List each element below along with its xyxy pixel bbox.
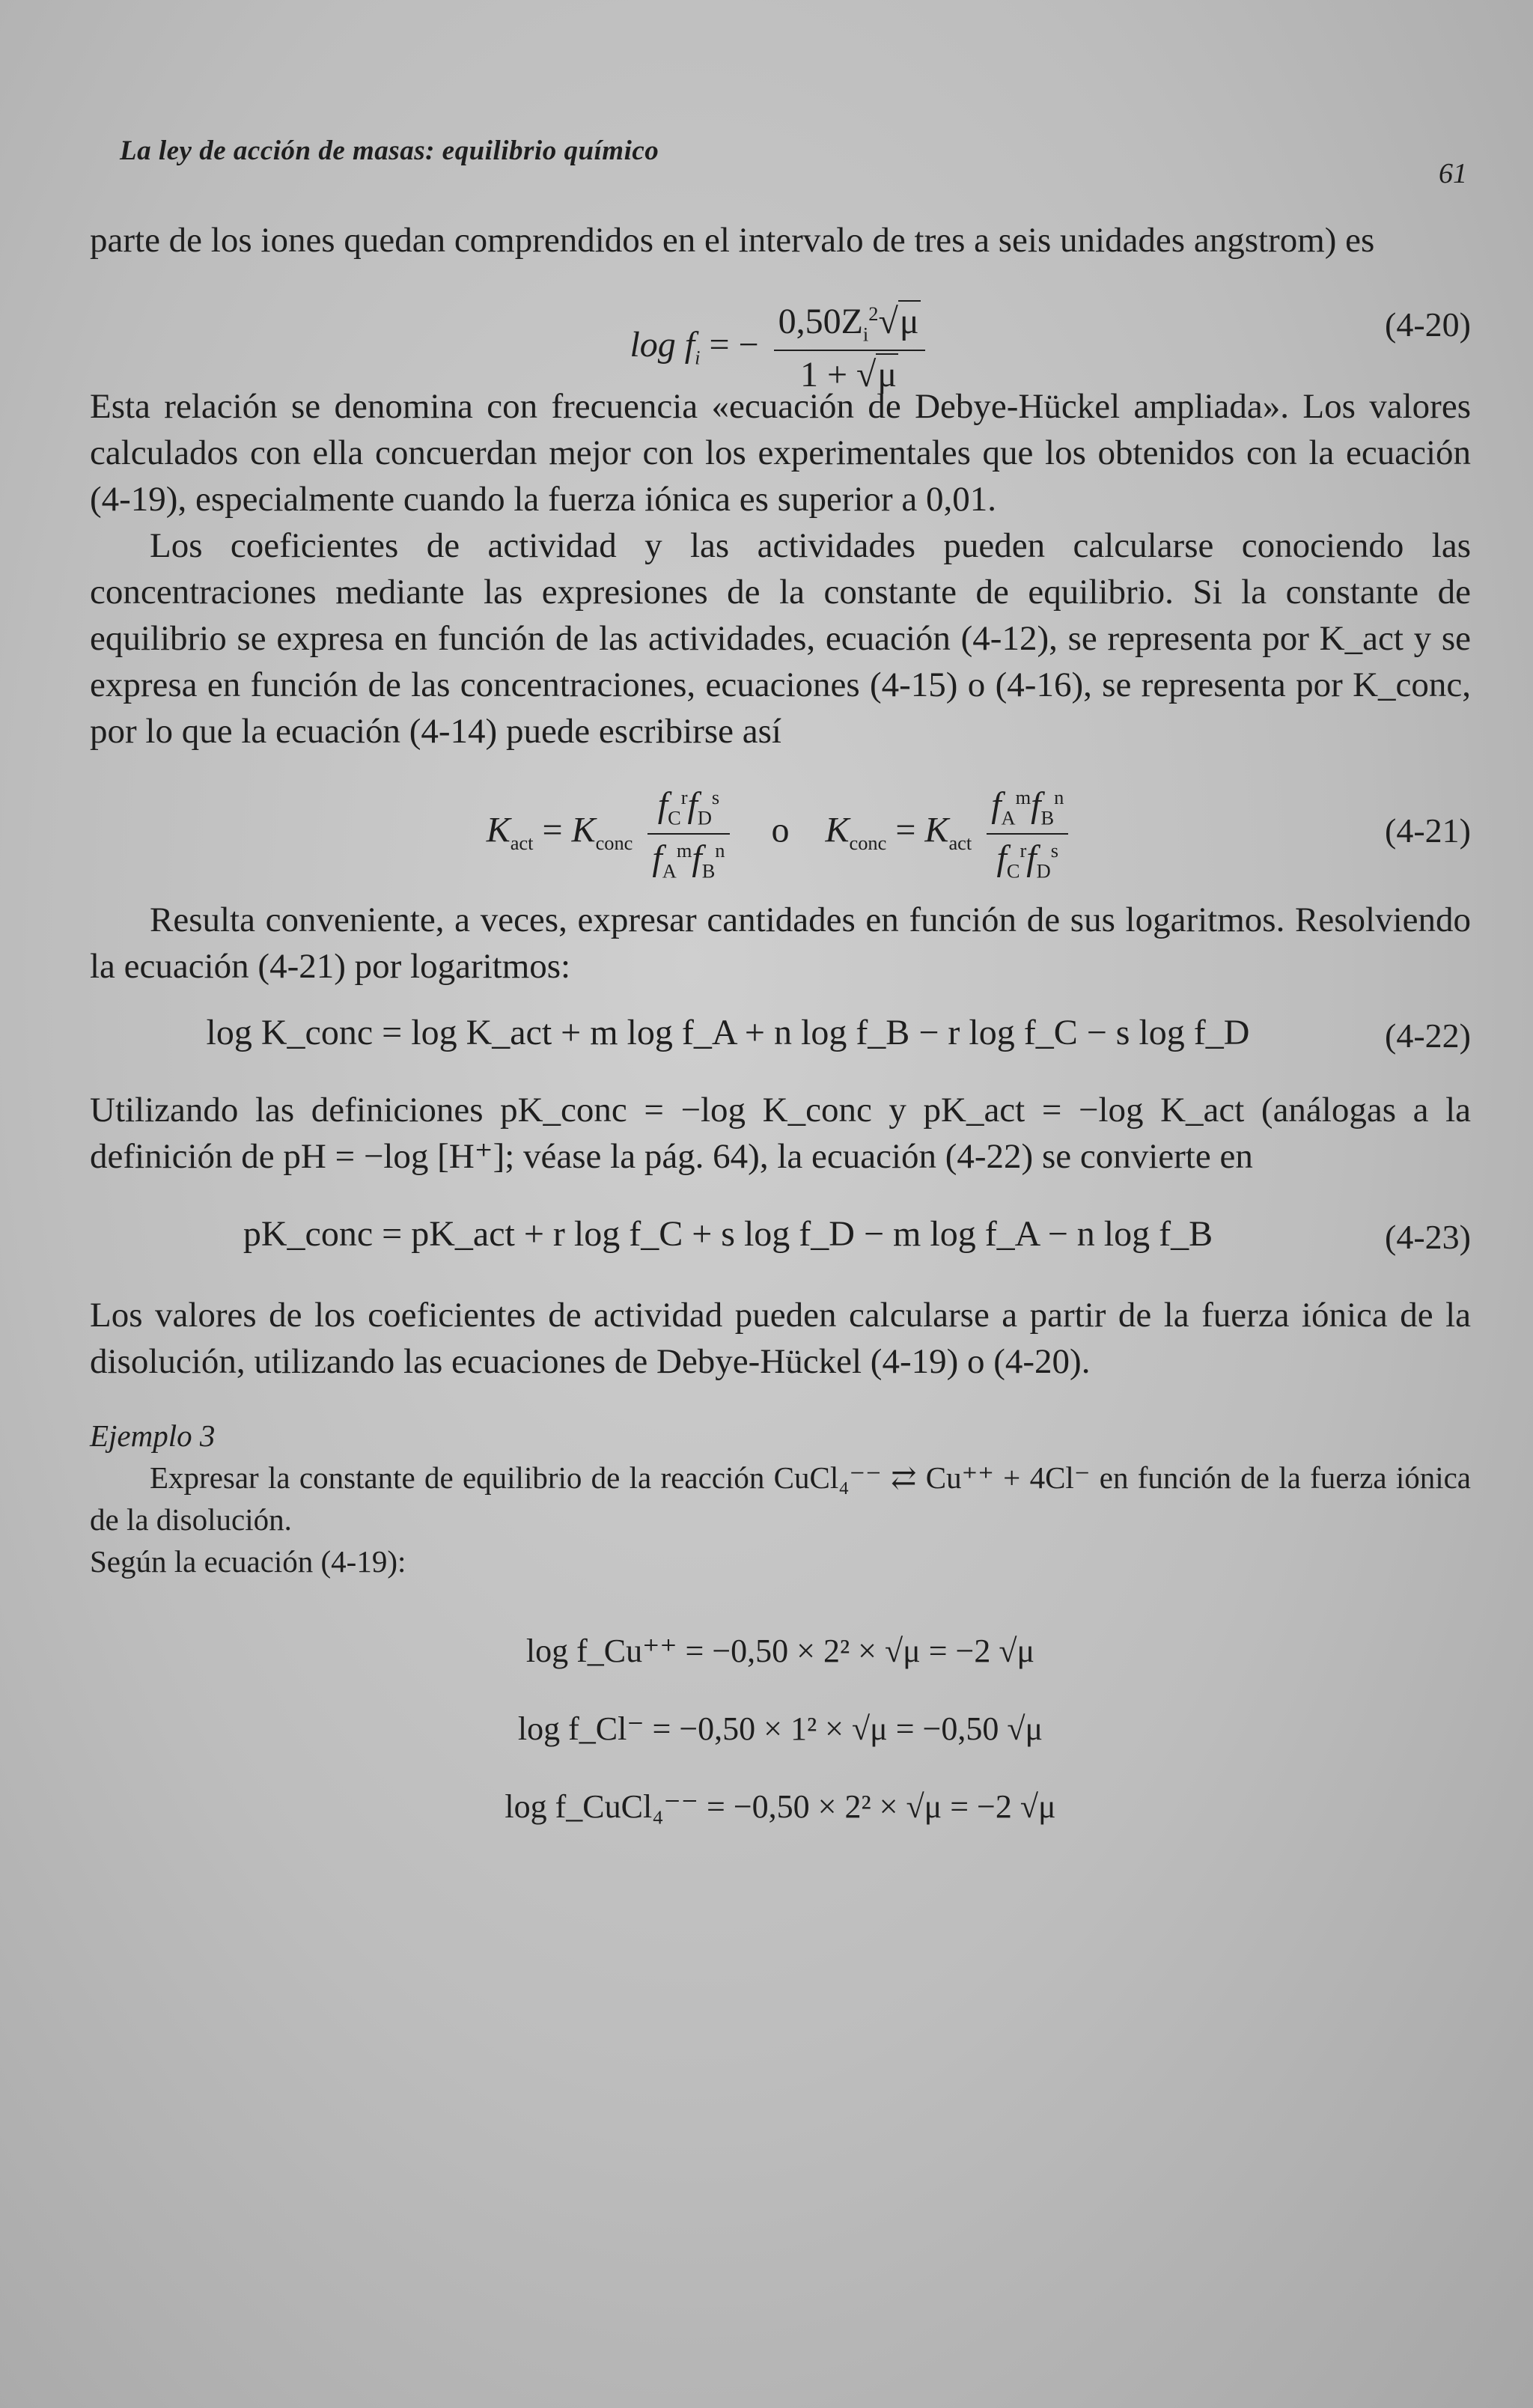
equation-4-20: $\log f_i$ = − $\frac{0,50Z_i^2√\mu}{1 + √\mu}$ (4-20) (630, 302, 1471, 394)
paragraph: Los valores de los coeficientes de actividad pueden calcularse a partir de la fuerza iónica de la disolución, utilizando las ecuaciones de Debye-Hückel (4-19) o (4-20). (90, 1296, 1471, 1381)
example-text: Expresar la constante de equilibrio de la reacción CuCl₄⁻⁻ ⇄ Cu⁺⁺ + 4Cl⁻ en función de la fuerza iónica de la disolución. (90, 1460, 1471, 1537)
equation-number: (4-20) (1385, 305, 1471, 344)
equation-number: (4-21) (1385, 811, 1471, 850)
example-equation: log f_Cl⁻ = −0,50 × 1² × √μ = −0,50 √μ (517, 1710, 1043, 1747)
example-equation: log f_CuCl₄⁻⁻ = −0,50 × 2² × √μ = −2 √μ (505, 1788, 1056, 1825)
example-title: Ejemplo 3 (90, 1418, 216, 1453)
page-number: 61 (1439, 158, 1467, 189)
equation-number: (4-22) (1385, 1016, 1471, 1055)
page-header (120, 135, 1467, 189)
example-text: Según la ecuación (4-19): (90, 1544, 406, 1579)
equation-4-22 (90, 990, 1471, 1087)
equation-number: (4-23) (1385, 1218, 1471, 1256)
equation-4-21: $K_{act} = K_{conc}$ $\frac{f_C^rf_D^s}{f_A^mf_B^n}$ o $K_{conc} = K_{act}$ $\frac{f_A^mf_B^n}{f_C^rf_D^s}$ (4-21) (486, 785, 1471, 883)
equation-text: pK_conc = pK_act + r log f_C + s log f_D − m log f_A − n log f_B (243, 1214, 1213, 1254)
paragraph: Resulta conveniente, a veces, expresar cantidades en función de sus logaritmos. Resolviendo la ecuación (4-21) por logaritmos: (90, 900, 1471, 986)
running-title: La ley de acción de masas: equilibrio químico (120, 135, 659, 166)
example-equations (90, 1612, 1471, 1846)
equation-text: log K_conc = log K_act + m log f_A + n log f_B − r log f_C − s log f_D (206, 1013, 1250, 1052)
equation-separator: o (771, 810, 790, 850)
example-block (90, 1415, 1471, 1846)
paragraph: parte de los iones quedan comprendidos en el intervalo de tres a seis unidades angstrom) es (90, 221, 1375, 260)
page-body (90, 217, 1471, 1846)
paragraph: Utilizando las definiciones pK_conc = −log K_conc y pK_act = −log K_act (análogas a la definición de pH = −log [H⁺]; véase la pág. 64), la ecuación (4-22) se convierte en (90, 1091, 1471, 1176)
example-equation: log f_Cu⁺⁺ = −0,50 × 2² × √μ = −2 √μ (525, 1633, 1035, 1669)
paragraph: Esta relación se denomina con frecuencia «ecuación de Debye-Hückel ampliada». Los valores calculados con ella concuerdan mejor con los experimentales que los obtenidos con la ecuación (4-19), especialmente cuando la fuerza iónica es superior a 0,01. (90, 387, 1471, 519)
equation-4-23 (90, 1180, 1471, 1292)
paragraph: Los coeficientes de actividad y las actividades pueden calcularse conociendo las concentraciones mediante las expresiones de la constante de equilibrio. Si la constante de equilibrio se expresa en función de las actividades, ecuación (4-12), se representa por K_act y se expresa en función de las concentraciones, ecuaciones (4-15) o (4-16), se representa por K_conc, por lo que la ecuación (4-14) puede escribirse así (90, 526, 1471, 751)
